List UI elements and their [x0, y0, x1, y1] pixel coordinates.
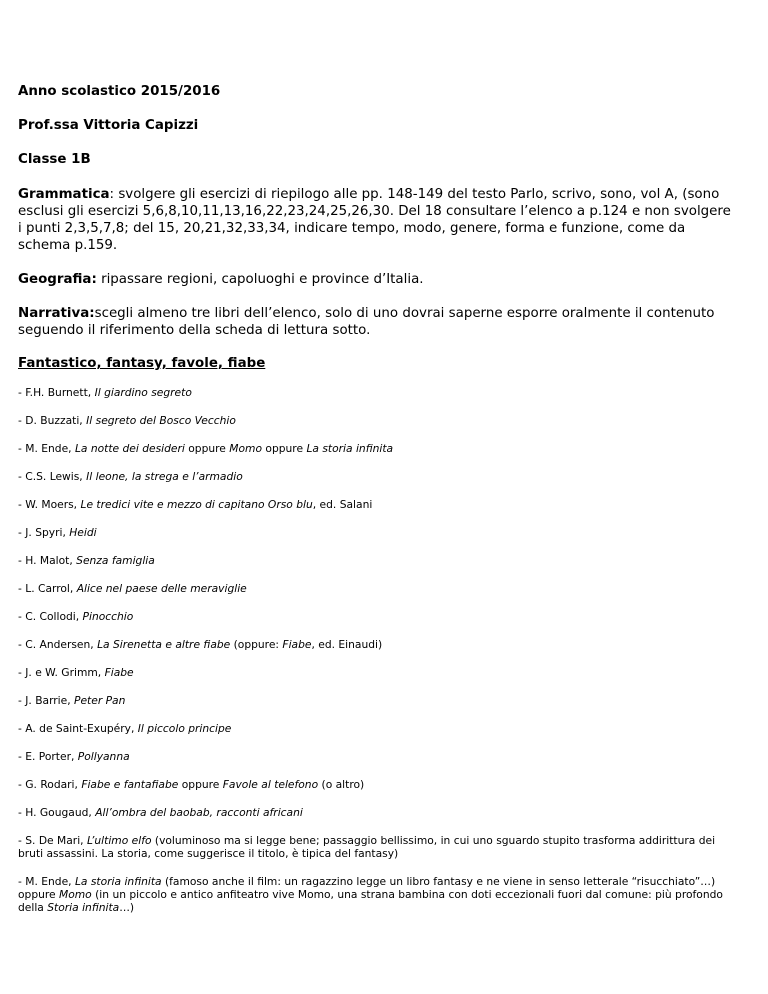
book-list-item — [18, 666, 738, 679]
book-list — [18, 386, 738, 914]
grammatica-paragraph — [18, 186, 738, 254]
book-text: (voluminoso ma si legge bene; passaggio bellissimo, in cui uno sguardo stupito trasforma addirittura dei bruti assassini. La storia, come suggerisce il titolo, è tipica del fantasy) — [18, 834, 716, 860]
grammatica-text: : svolgere gli esercizi di riepilogo alle pp. 148-149 del testo Parlo, scrivo, sono, vol A, (sono esclusi gli esercizi 5,6,8,10,11,13,16,22,23,24,25,26,30. Del 18 consultare l’elenco a p.124 e non svolgere i punti 2,3,5,7,8; del 15, 20,21,32,33,34, indicare tempo, modo, genere, forma e funzione, come da schema p.159. — [18, 187, 731, 253]
book-list-item — [18, 750, 738, 763]
book-title: Le tredici vite e mezzo di capitano Orso blu — [80, 498, 313, 511]
book-text: - S. De Mari, — [18, 834, 87, 847]
book-title: Il giardino segreto — [94, 386, 192, 399]
book-title: L’ultimo elfo — [86, 834, 152, 847]
narrativa-text: scegli almeno tre libri dell’elenco, solo di uno dovrai saperne esporre oralmente il contenuto seguendo il riferimento della scheda di lettura sotto. — [18, 306, 715, 338]
book-text: - H. Gougaud, — [18, 806, 96, 819]
book-title: All’ombra del baobab, racconti africani — [95, 806, 303, 819]
grammatica-label: Grammatica — [18, 187, 110, 202]
book-list-item — [18, 554, 738, 567]
book-text: - C. Andersen, — [18, 638, 98, 651]
narrativa-label: Narrativa: — [18, 306, 95, 321]
book-list-item — [18, 386, 738, 399]
book-title: La notte dei desideri — [74, 442, 185, 455]
book-title: Senza famiglia — [76, 554, 155, 567]
book-text: (in un piccolo e antico anfiteatro vive Momo, una strana bambina con doti eccezionali fuori dal comune: più profondo della — [18, 888, 723, 914]
book-text: - C.S. Lewis, — [18, 470, 87, 483]
book-title: Pinocchio — [82, 610, 134, 623]
book-text: - H. Malot, — [18, 554, 77, 567]
book-text: - M. Ende, — [18, 875, 75, 888]
section-title: Fantastico, fantasy, favole, fiabe — [18, 356, 266, 371]
book-list-item — [18, 610, 738, 623]
book-title: Il piccolo principe — [137, 722, 232, 735]
book-title: Momo — [59, 888, 92, 901]
book-list-item — [18, 722, 738, 735]
book-list-item — [18, 694, 738, 707]
book-title: La storia infinita — [306, 442, 394, 455]
book-text: - C. Collodi, — [18, 610, 83, 623]
geografia-label: Geografia: — [18, 272, 97, 287]
book-text: , ed. Salani — [312, 498, 373, 511]
book-text: …) — [119, 901, 135, 914]
book-title: Storia infinita — [47, 901, 120, 914]
book-text: - W. Moers, — [18, 498, 81, 511]
geografia-text: ripassare regioni, capoluoghi e province d’Italia. — [96, 272, 424, 287]
book-text: oppure — [262, 442, 307, 455]
geografia-paragraph — [18, 271, 738, 288]
book-title: Il segreto del Bosco Vecchio — [86, 414, 236, 427]
book-text: - M. Ende, — [18, 442, 75, 455]
book-title: Fiabe — [104, 666, 134, 679]
book-text: , ed. Einaudi) — [311, 638, 383, 651]
book-title: Peter Pan — [74, 694, 126, 707]
book-text: - A. de Saint-Exupéry, — [18, 722, 138, 735]
book-text: - D. Buzzati, — [18, 414, 87, 427]
book-title: La Sirenetta e altre fiabe — [97, 638, 231, 651]
book-list-item — [18, 442, 738, 455]
book-title: Fiabe e fantafiabe — [81, 778, 179, 791]
book-list-item — [18, 638, 738, 651]
book-text: - F.H. Burnett, — [18, 386, 95, 399]
book-text: oppure — [184, 442, 230, 455]
book-text: (o altro) — [318, 778, 365, 791]
narrativa-paragraph — [18, 305, 738, 339]
book-list-item — [18, 498, 738, 511]
book-list-item — [18, 470, 738, 483]
book-title: Il leone, la strega e l’armadio — [86, 470, 243, 483]
book-title: Heidi — [69, 526, 97, 539]
book-text: - J. Barrie, — [18, 694, 75, 707]
book-text: - J. e W. Grimm, — [18, 666, 105, 679]
book-text: - L. Carrol, — [18, 582, 77, 595]
book-text: (oppure: — [230, 638, 283, 651]
book-list-item — [18, 875, 738, 914]
book-title: La storia infinita — [74, 875, 162, 888]
teacher-name: Prof.ssa Vittoria Capizzi — [18, 118, 199, 133]
book-list-item — [18, 806, 738, 819]
book-list-item — [18, 582, 738, 595]
book-text: - G. Rodari, — [18, 778, 82, 791]
book-title: Fiabe — [282, 638, 312, 651]
book-title: Alice nel paese delle meraviglie — [76, 582, 247, 595]
class-name: Classe 1B — [18, 152, 91, 167]
book-text: oppure — [178, 778, 223, 791]
book-list-item — [18, 834, 738, 860]
book-list-item — [18, 414, 738, 427]
document-page — [18, 84, 738, 929]
book-text: - E. Porter, — [18, 750, 78, 763]
book-title: Pollyanna — [77, 750, 130, 763]
book-list-item — [18, 526, 738, 539]
book-title: Momo — [229, 442, 263, 455]
book-text: - J. Spyri, — [18, 526, 70, 539]
school-year: Anno scolastico 2015/2016 — [18, 84, 221, 99]
book-title: Favole al telefono — [222, 778, 319, 791]
book-list-item — [18, 778, 738, 791]
book-text: (famoso anche il film: un ragazzino legge un libro fantasy e ne viene in senso letterale “risucchiato”…) oppure — [18, 875, 716, 901]
